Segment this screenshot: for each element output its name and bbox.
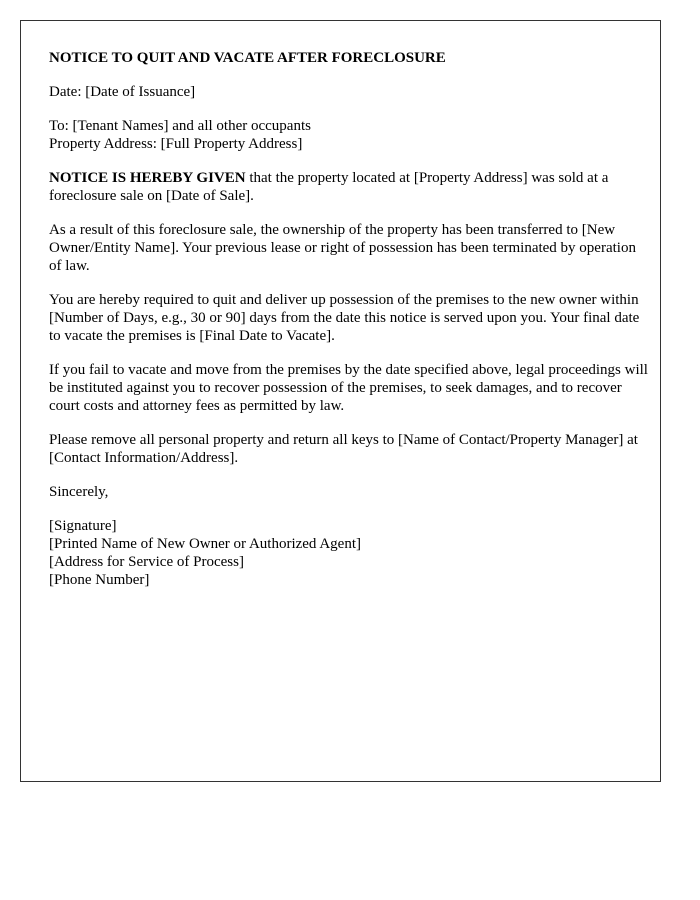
legal-paragraph: If you fail to vacate and move from the premises by the date specified above, legal proceedings will be instituted against you to recover possession of the premises, to seek damages, and to recover court costs and attorney fees as permitted by law.: [49, 362, 648, 414]
phone-number: [Phone Number]: [49, 572, 150, 588]
closing: Sincerely,: [49, 484, 109, 500]
signature: [Signature]: [49, 518, 117, 534]
printed-name: [Printed Name of New Owner or Authorized Agent]: [49, 536, 361, 552]
notice-paragraph: [49, 169, 648, 205]
recipient-block: [49, 117, 648, 153]
service-address: [Address for Service of Process]: [49, 554, 244, 570]
ownership-paragraph: As a result of this foreclosure sale, the ownership of the property has been transferred to [New Owner/Entity Name]. Your previous lease or right of possession has been terminated by operation of law.: [49, 222, 636, 274]
vacate-paragraph: You are hereby required to quit and deliver up possession of the premises to the new owner within [Number of Days, e.g., 30 or 90] days from the date this notice is served upon you. Your final date to vacate the premises is [Final Date to Vacate].: [49, 292, 640, 344]
property-paragraph: Please remove all personal property and return all keys to [Name of Contact/Property Manager] at [Contact Information/Address].: [49, 432, 638, 466]
document-title: NOTICE TO QUIT AND VACATE AFTER FORECLOSURE: [49, 50, 446, 66]
notice-text: that the property located at [Property Address] was sold at a foreclosure sale on [Date of Sale].: [49, 170, 609, 204]
to-line: To: [Tenant Names] and all other occupants: [49, 118, 311, 134]
signature-block: [49, 517, 648, 589]
property-address-line: Property Address: [Full Property Address]: [49, 136, 303, 152]
notice-document: [20, 20, 661, 782]
notice-bold-lead: NOTICE IS HEREBY GIVEN: [49, 170, 246, 186]
date-line: Date: [Date of Issuance]: [49, 84, 196, 100]
